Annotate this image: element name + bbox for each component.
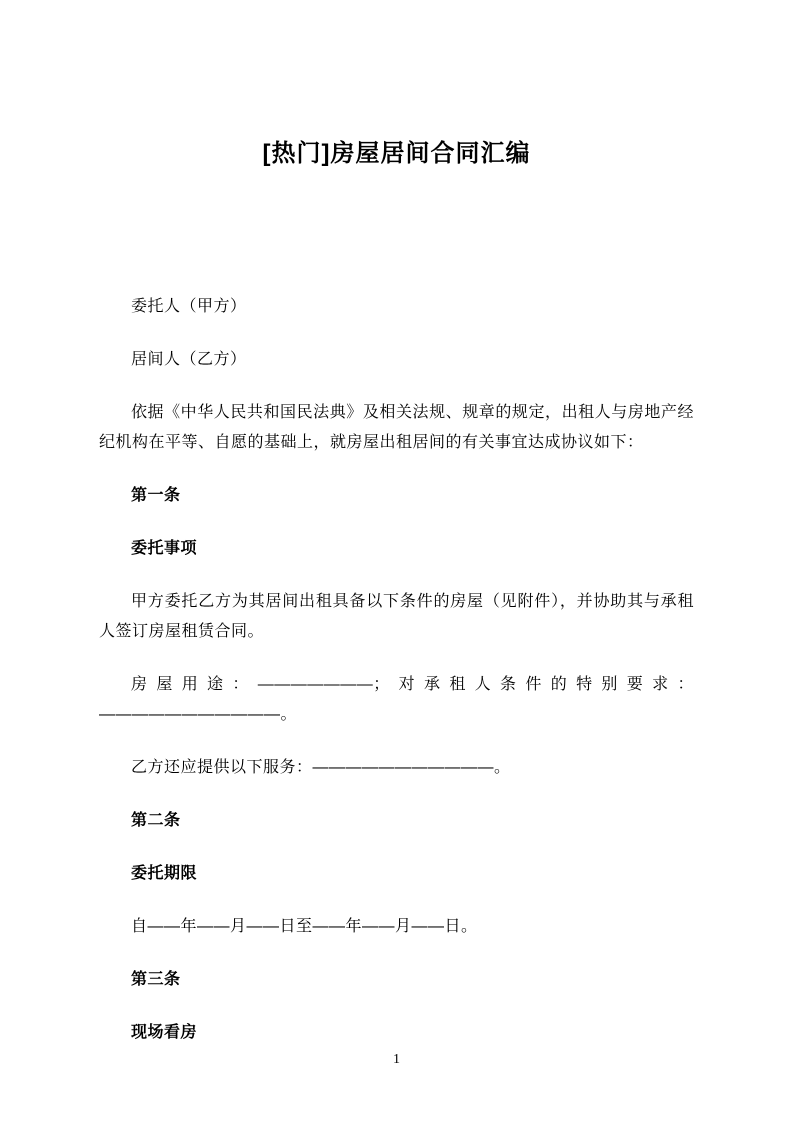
- article-1-body-paragraph: 甲方委托乙方为其居间出租具备以下条件的房屋（见附件），并协助其与承租人签订房屋租赁合同。: [99, 593, 694, 640]
- article-1-heading: 第一条: [131, 487, 181, 504]
- article-2-term-heading: 委托期限: [131, 865, 198, 882]
- preamble-paragraph: 依据《中华人民共和国民法典》及相关法规、规章的规定，出租人与房地产经纪机构在平等、自愿的基础上，就房屋出租居间的有关事宜达成协议如下：: [99, 404, 694, 451]
- term-date-blank-line: 自——年——月——日至——年——月——日。: [131, 918, 478, 935]
- article-3-heading: 第三条: [131, 971, 181, 988]
- house-usage-blank-line: 房屋用途：———————；对承租人条件的特别要求：———————————。: [99, 676, 694, 723]
- document-title: [热门]房屋居间合同汇编: [262, 140, 531, 167]
- article-2-heading: 第二条: [131, 812, 181, 829]
- extra-services-blank-line: 乙方还应提供以下服务：———————————。: [131, 759, 511, 776]
- party-b-line: 居间人（乙方）: [131, 351, 247, 368]
- article-3-viewing-heading: 现场看房: [131, 1024, 198, 1041]
- party-a-line: 委托人（甲方）: [131, 298, 247, 315]
- page-number: 1: [393, 1052, 400, 1067]
- article-1-subject-heading: 委托事项: [131, 540, 198, 557]
